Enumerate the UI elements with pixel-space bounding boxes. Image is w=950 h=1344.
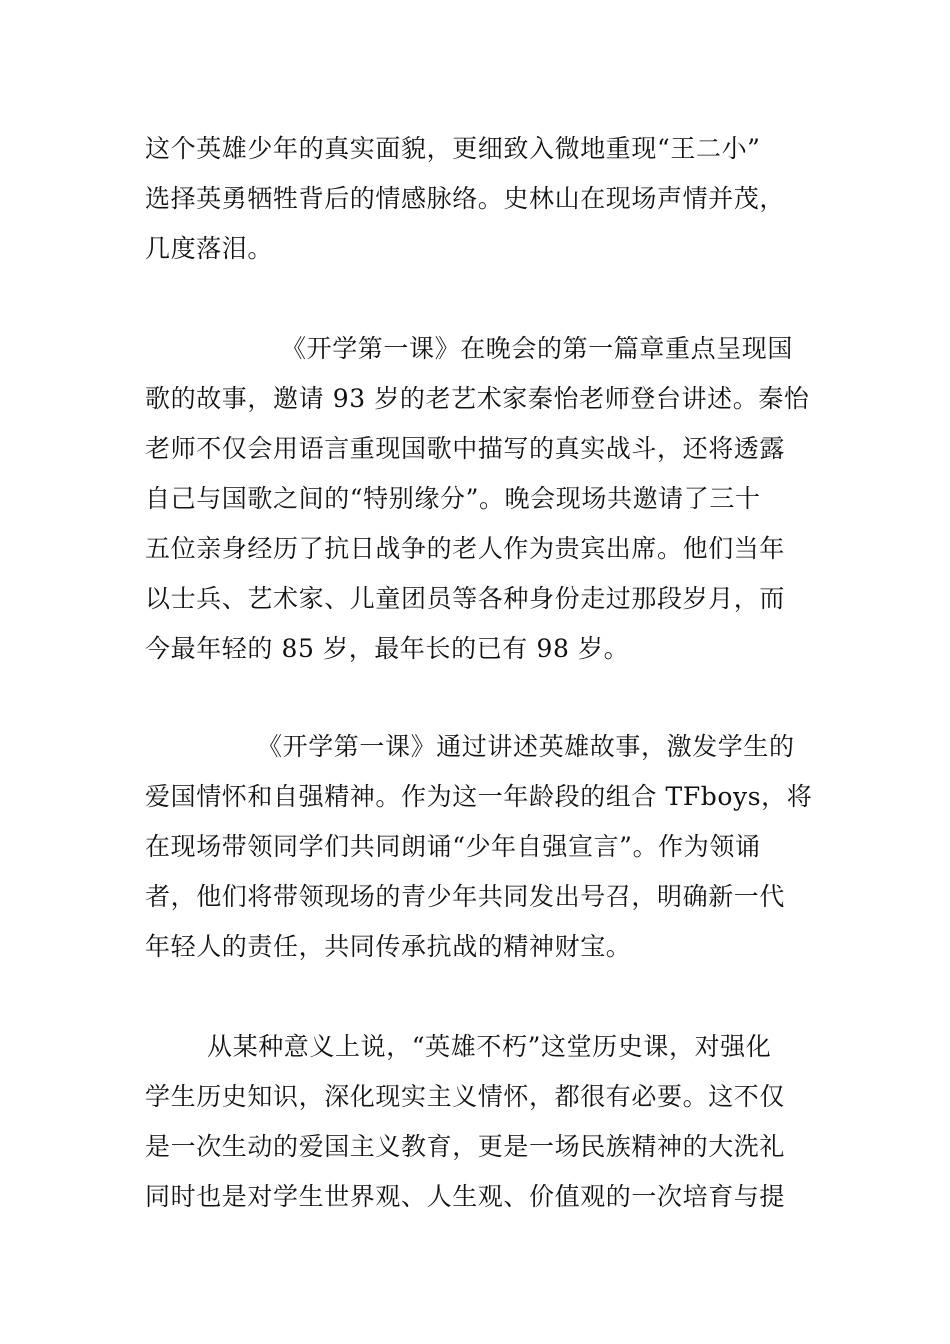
paragraph-line: 五位亲身经历了抗日战争的老人作为贵宾出席。他们当年 xyxy=(145,534,786,563)
paragraph-1 xyxy=(145,124,815,274)
paragraph-line: 这个英雄少年的真实面貌，更细致入微地重现“王二小” xyxy=(145,134,761,163)
paragraph-line: 老师不仅会用语言重现国歌中描写的真实战斗，还将透露 xyxy=(145,434,786,463)
paragraph-line: 歌的故事，邀请 93 岁的老艺术家秦怡老师登台讲述。秦怡 xyxy=(145,384,810,413)
paragraph-line: 是一次生动的爱国主义教育，更是一场民族精神的大洗礼 xyxy=(145,1132,786,1161)
paragraph-line: 爱国情怀和自强精神。作为这一年龄段的组合 TFboys，将 xyxy=(145,782,813,811)
paragraph-line: 几度落泪。 xyxy=(145,234,274,263)
paragraph-line: 自己与国歌之间的“特别缘分”。晚会现场共邀请了三十 xyxy=(145,484,761,513)
paragraph-line: 者，他们将带领现场的青少年共同发出号召，明确新一代 xyxy=(145,882,786,911)
paragraph-3 xyxy=(145,722,815,972)
paragraph-line: 选择英勇牺牲背后的情感脉络。史林山在现场声情并茂， xyxy=(145,184,786,213)
paragraph-line: 从某种意义上说，“英雄不朽”这堂历史课，对强化 xyxy=(207,1032,772,1061)
paragraph-line: 《开学第一课》通过讲述英雄故事，激发学生的 xyxy=(257,732,795,761)
paragraph-line: 学生历史知识，深化现实主义情怀，都很有必要。这不仅 xyxy=(145,1082,786,1111)
paragraph-line: 《开学第一课》在晚会的第一篇章重点呈现国 xyxy=(281,334,794,363)
paragraph-line: 以士兵、艺术家、儿童团员等各种身份走过那段岁月，而 xyxy=(145,584,786,613)
paragraph-line: 年轻人的责任，共同传承抗战的精神财宝。 xyxy=(145,932,632,961)
paragraph-2 xyxy=(145,324,815,674)
paragraph-line: 同时也是对学生世界观、人生观、价值观的一次培育与提 xyxy=(145,1182,786,1211)
paragraph-line: 在现场带领同学们共同朗诵“少年自强宣言”。作为领诵 xyxy=(145,832,761,861)
paragraph-4 xyxy=(145,1022,815,1222)
paragraph-line: 今最年轻的 85 岁，最年长的已有 98 岁。 xyxy=(145,634,630,663)
